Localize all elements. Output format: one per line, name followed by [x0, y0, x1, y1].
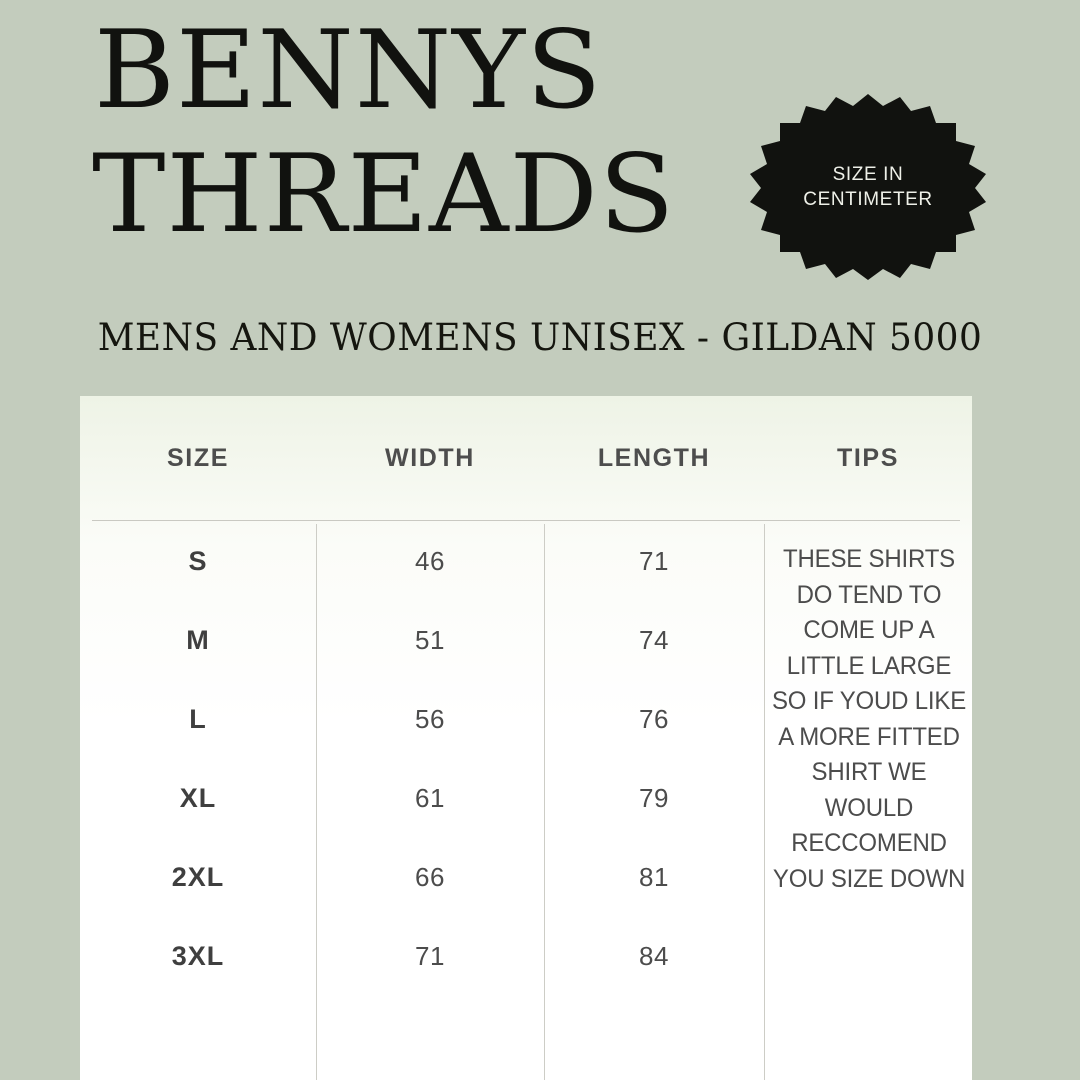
cell-length: 71 — [639, 546, 669, 576]
cell-size: 3XL — [171, 941, 225, 971]
header-divider — [92, 520, 960, 521]
cell-size: S — [188, 546, 208, 576]
cell-width: 66 — [415, 862, 445, 892]
size-unit-badge — [748, 92, 988, 282]
cell-size: M — [186, 625, 210, 655]
cell-width: 61 — [415, 783, 445, 813]
size-table — [80, 396, 972, 1080]
table-header-row — [80, 396, 972, 520]
column-header-size: SIZE — [167, 443, 229, 472]
cell-length: 81 — [639, 862, 669, 892]
brand-title-line-1: BENNYS — [94, 8, 603, 133]
column-header-length: LENGTH — [597, 443, 711, 472]
cell-size: 2XL — [171, 862, 225, 892]
badge-line-2: CENTIMETER — [803, 189, 933, 210]
size-unit-badge-text — [748, 92, 988, 282]
brand-title-line-2: THREADS — [92, 131, 676, 257]
product-subtitle: MENS AND WOMENS UNISEX - GILDAN 5000 — [97, 316, 983, 359]
cell-length: 76 — [639, 704, 669, 734]
cell-width: 71 — [415, 941, 445, 971]
cell-length: 79 — [639, 783, 669, 813]
cell-length: 84 — [639, 941, 669, 971]
cell-width: 56 — [415, 704, 445, 734]
cell-width: 46 — [415, 546, 445, 576]
table-row — [80, 917, 972, 996]
cell-size: XL — [179, 783, 217, 813]
tips-text: THESE SHIRTS DO TEND TO COME UP A LITTLE LARGE SO IF YOUD LIKE A MORE FITTED SHIRT WE WOULD RECCOMEND YOU SIZE DOWN — [771, 545, 967, 893]
column-header-width: WIDTH — [385, 443, 475, 472]
brand-title — [92, 8, 732, 257]
cell-size: L — [189, 704, 207, 734]
column-header-tips: TIPS — [837, 443, 899, 472]
badge-line-1: SIZE IN — [832, 163, 904, 185]
cell-length: 74 — [639, 625, 669, 655]
cell-width: 51 — [415, 625, 445, 655]
